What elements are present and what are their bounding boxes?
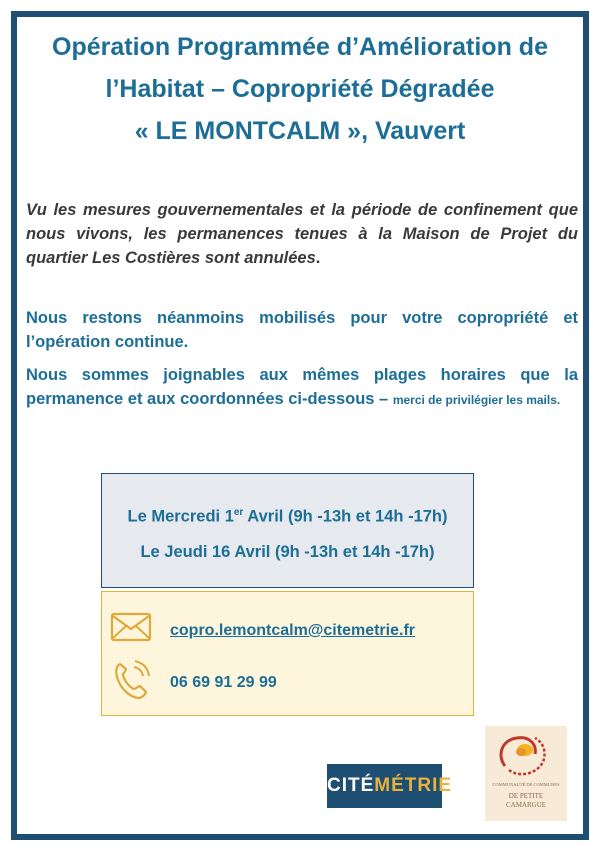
intro-text: Vu les mesures gouvernementales et la période de confinement que nous vivons, les permanences tenues à la Maison de Projet du quartier Les Costières sont annulées bbox=[26, 201, 578, 267]
schedule-box bbox=[101, 473, 474, 588]
envelope-icon bbox=[110, 610, 154, 644]
citemetrie-logo bbox=[327, 764, 453, 808]
title-line-1: Opération Programmée d’Amélioration de bbox=[52, 33, 548, 61]
schedule-line-1-end: Avril (9h -13h et 14h -17h) bbox=[243, 507, 448, 526]
contact-box bbox=[101, 591, 474, 716]
title-line-3: « LE MONTCALM », Vauvert bbox=[134, 117, 466, 145]
petite-camargue-line2: CAMARGUE bbox=[505, 801, 547, 809]
petite-camargue-emblem bbox=[485, 726, 567, 782]
schedule-line-wednesday bbox=[102, 507, 473, 527]
paragraph-contact-note: merci de privilégier les mails. bbox=[392, 393, 561, 407]
logo-citemetrie-part2: MÉTRIE bbox=[374, 775, 453, 796]
petite-camargue-line1: DE PETITE bbox=[508, 792, 544, 800]
intro-paragraph: Vu les mesures gouvernementales et la période de confinement que nous vivons, les permanences tenues à la Maison de Projet du quartier Les Costières sont annulées. bbox=[26, 201, 578, 267]
logo-citemetrie-part1: CITÉ bbox=[327, 775, 375, 796]
phone-icon bbox=[112, 658, 152, 702]
phone-number: 06 69 91 29 99 bbox=[170, 674, 277, 691]
paragraph-contact-text: Nous sommes joignables aux mêmes plages horaires que la permanence et aux coordonnées ci-dessous – bbox=[26, 366, 578, 408]
paragraph-contact bbox=[26, 363, 578, 412]
schedule-line-1-start: Le Mercredi 1 bbox=[127, 507, 234, 526]
petite-camargue-name bbox=[485, 792, 567, 810]
petite-camargue-small-text: COMMUNAUTÉ DE COMMUNES bbox=[492, 782, 560, 787]
poster-title bbox=[0, 26, 600, 152]
petite-camargue-logo bbox=[485, 726, 567, 821]
schedule-line-thursday: Le Jeudi 16 Avril (9h -13h et 14h -17h) bbox=[140, 543, 435, 561]
schedule-line-1-sup: er bbox=[233, 507, 244, 518]
email-link[interactable]: copro.lemontcalm@citemetrie.fr bbox=[170, 622, 415, 639]
paragraph-mobilised: Nous restons néanmoins mobilisés pour votre copropriété et l’opération continue. bbox=[26, 309, 578, 351]
title-line-2: l’Habitat – Copropriété Dégradée bbox=[105, 75, 495, 103]
